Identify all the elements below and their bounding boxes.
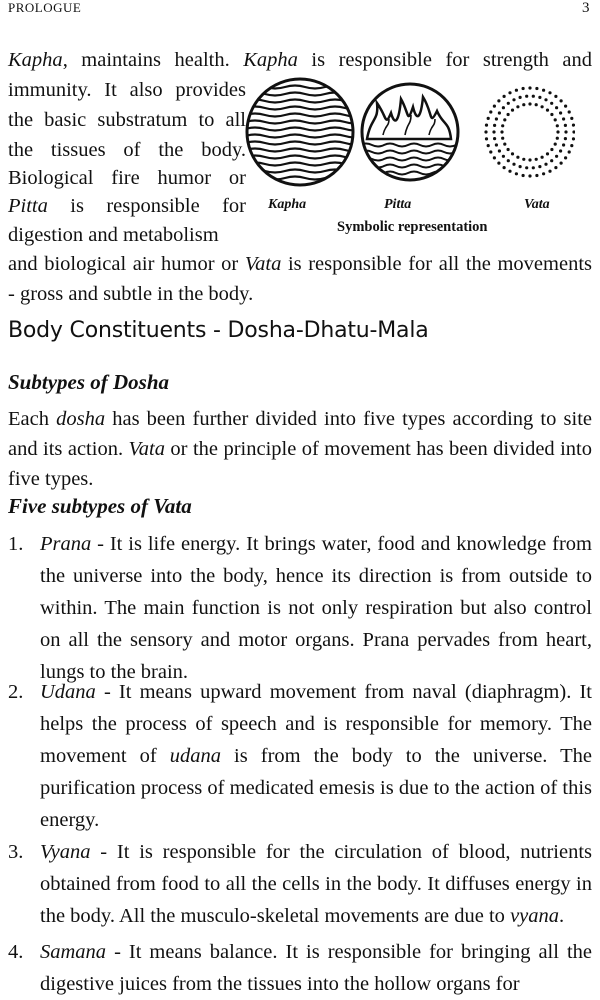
vata-dot xyxy=(548,170,551,173)
list-number: 3. xyxy=(8,841,24,863)
vata-dot xyxy=(511,109,514,112)
intro-line-3: the basic substratum to all xyxy=(8,109,246,131)
intro-line-6 xyxy=(8,190,246,222)
intro-line-5: Biological fire humor or xyxy=(8,167,246,189)
vata-dot xyxy=(560,162,563,165)
intro-text: , maintains health. xyxy=(62,49,244,71)
vata-symbol xyxy=(484,86,575,177)
vata-dot xyxy=(559,111,562,114)
intro-text: is responsible for strength and xyxy=(297,49,593,71)
vata-dot xyxy=(538,96,541,99)
list-text: - It means upward movement from naval (diaphragm). It helps the process of speech and is responsible for memory. The movement of xyxy=(40,681,592,767)
vata-dot xyxy=(538,165,541,168)
vata-dot xyxy=(525,95,528,98)
vata-dot xyxy=(528,102,531,105)
vata-dot xyxy=(522,158,525,161)
list-number: 1. xyxy=(8,533,24,555)
vata-dot xyxy=(503,143,506,146)
vata-dot xyxy=(542,172,545,175)
vata-dot xyxy=(559,149,562,152)
term-samana: Samana xyxy=(40,941,107,963)
vata-dot xyxy=(503,95,506,98)
vata-dot xyxy=(568,150,571,153)
vata-dot xyxy=(522,174,525,177)
kapha-figure-label: Kapha xyxy=(268,197,307,212)
vata-dot xyxy=(508,170,511,173)
list-body xyxy=(40,676,592,836)
vata-subtypes-heading: Five subtypes of Vata xyxy=(8,494,192,518)
running-header xyxy=(8,0,592,22)
intro-text: is responsible for xyxy=(47,195,246,217)
vata-dot xyxy=(572,130,575,133)
vata-dot xyxy=(528,86,531,89)
vata-dot xyxy=(560,99,563,102)
vata-dot xyxy=(497,99,500,102)
vata-dot xyxy=(564,137,567,140)
vata-dot xyxy=(495,143,498,146)
pitta-symbol xyxy=(360,84,458,180)
term-vata: Vata xyxy=(244,253,282,275)
vata-dot xyxy=(556,130,559,133)
vata-dot xyxy=(546,109,549,112)
running-header-section: PROLOGUE xyxy=(8,0,82,15)
vata-dot xyxy=(503,166,506,169)
vata-dot xyxy=(555,155,558,158)
term-vata: Vata xyxy=(128,438,165,460)
vata-dot xyxy=(528,158,531,161)
vata-dot xyxy=(495,117,498,120)
term-kapha: Kapha xyxy=(243,49,298,71)
vata-dot xyxy=(511,152,514,155)
vata-dot xyxy=(535,87,538,90)
vata-dot xyxy=(493,124,496,127)
list-text: - It means balance. It is responsible for bringing all the digestive juices from the tissues into the hollow organs for xyxy=(40,941,592,995)
vata-dot xyxy=(546,152,549,155)
intro-line-7: digestion and metabolism xyxy=(8,224,219,246)
vata-dot xyxy=(541,156,544,159)
pitta-figure-label: Pitta xyxy=(384,197,412,212)
vata-dot xyxy=(498,149,501,152)
vata-figure-label: Vata xyxy=(524,197,550,212)
term-kapha: Kapha xyxy=(8,49,63,71)
vata-dot xyxy=(554,95,557,98)
term-prana: Prana xyxy=(40,533,92,555)
term-pitta: Pitta xyxy=(8,195,48,217)
page-number: 3 xyxy=(582,0,590,16)
vata-dot xyxy=(544,98,547,101)
vata-dot xyxy=(564,105,567,108)
vata-dot xyxy=(542,89,545,92)
vata-dot xyxy=(502,106,505,109)
term-vyana: vyana xyxy=(510,905,560,927)
vata-dot xyxy=(515,89,518,92)
vata-dot xyxy=(562,117,565,120)
vata-dot xyxy=(503,118,506,121)
kapha-symbol xyxy=(245,79,365,185)
vata-dot xyxy=(485,137,488,140)
vata-dot xyxy=(507,113,510,116)
intro-line-1 xyxy=(8,44,592,76)
list-text: - It is responsible for the circulation of blood, nutrients obtained from food to all the cells in the body. It diffuses energy in the body. All the musculo-skeletal movements are due to xyxy=(40,841,592,927)
vata-dot xyxy=(564,124,567,127)
list-body xyxy=(40,936,592,1000)
vata-dot xyxy=(485,124,488,127)
intro-line-4: the tissues of the body. xyxy=(8,139,246,161)
vata-dot xyxy=(493,105,496,108)
vata-dot xyxy=(535,158,538,161)
vata-dot xyxy=(507,102,510,105)
vata-dot xyxy=(550,159,553,162)
vata-dot xyxy=(493,156,496,159)
term-udana: Udana xyxy=(40,681,96,703)
list-body xyxy=(40,836,592,932)
list-body xyxy=(40,528,592,688)
intro-line-8 xyxy=(8,248,592,280)
term-dosha: dosha xyxy=(56,408,106,430)
intro-line-9: - gross and subtle in the body. xyxy=(8,283,254,305)
para-text: has been further divided into five types according to site and its action. xyxy=(8,408,592,460)
subtypes-paragraph xyxy=(8,404,592,494)
vata-dot xyxy=(497,162,500,165)
vata-dot xyxy=(556,124,559,127)
vata-dot xyxy=(492,130,495,133)
vata-dot xyxy=(498,111,501,114)
vata-dot xyxy=(554,166,557,169)
vata-dot xyxy=(532,166,535,169)
term-vyana: Vyana xyxy=(40,841,91,863)
vata-dot xyxy=(535,103,538,106)
list-number: 2. xyxy=(8,681,24,703)
vata-dot xyxy=(541,105,544,108)
vata-dot xyxy=(522,103,525,106)
vata-dot xyxy=(501,124,504,127)
para-text: Each xyxy=(8,408,57,430)
vata-dot xyxy=(572,124,575,127)
vata-dot xyxy=(487,117,490,120)
intro-text: and biological air humor or xyxy=(8,253,245,275)
vata-dot xyxy=(525,166,528,169)
vata-dot xyxy=(516,156,519,159)
vata-dot xyxy=(489,150,492,153)
vata-dot xyxy=(564,156,567,159)
vata-dot xyxy=(484,130,487,133)
vata-dot xyxy=(512,163,515,166)
list-number: 4. xyxy=(8,941,24,963)
list-text: - It is life energy. It brings water, food and knowledge from the universe into the body, hence its direction is from outside to within. The main function is not only respiration but also control on all the sensory and motor organs. Prana pervades from heart, lungs to the brain. xyxy=(40,533,592,683)
vata-dot xyxy=(570,144,573,147)
vata-dot xyxy=(516,105,519,108)
vata-dot xyxy=(548,91,551,94)
vata-dot xyxy=(554,143,557,146)
dosha-symbols-figure xyxy=(245,77,575,197)
subtypes-heading: Subtypes of Dosha xyxy=(8,370,170,394)
vata-dot xyxy=(507,159,510,162)
vata-dot xyxy=(519,165,522,168)
intro-text: is responsible for all the movements xyxy=(281,253,592,275)
vata-dot xyxy=(535,174,538,177)
list-text: is from the body to the universe. The purification process of medicated emesis is due to the action of this energy. xyxy=(40,745,592,831)
vata-dot xyxy=(550,102,553,105)
term-udana: udana xyxy=(169,745,221,767)
para-text: or the principle of movement has been divided into five types. xyxy=(8,438,593,490)
vata-dot xyxy=(515,172,518,175)
vata-dot xyxy=(544,163,547,166)
vata-dot xyxy=(572,137,575,140)
vata-dot xyxy=(502,155,505,158)
vata-dot xyxy=(568,110,571,113)
vata-dot xyxy=(487,144,490,147)
vata-dot xyxy=(500,130,503,133)
vata-dot xyxy=(522,87,525,90)
intro-line-2: immunity. It also provides xyxy=(8,79,246,101)
vata-dot xyxy=(507,148,510,151)
vata-dot xyxy=(550,113,553,116)
vata-dot xyxy=(532,95,535,98)
vata-dot xyxy=(564,130,567,133)
vata-dot xyxy=(493,137,496,140)
figure-caption: Symbolic representation xyxy=(337,219,488,235)
list-text: . xyxy=(559,905,565,927)
vata-dot xyxy=(550,148,553,151)
vata-dot xyxy=(570,117,573,120)
vata-dot xyxy=(528,174,531,177)
vata-dot xyxy=(501,137,504,140)
vata-dot xyxy=(519,96,522,99)
vata-dot xyxy=(554,118,557,121)
vata-dot xyxy=(556,137,559,140)
vata-dot xyxy=(512,98,515,101)
vata-dot xyxy=(489,110,492,113)
section-heading: Body Constituents - Dosha-Dhatu-Mala xyxy=(8,318,429,343)
vata-dot xyxy=(555,106,558,109)
vata-dot xyxy=(508,91,511,94)
vata-dot xyxy=(562,143,565,146)
